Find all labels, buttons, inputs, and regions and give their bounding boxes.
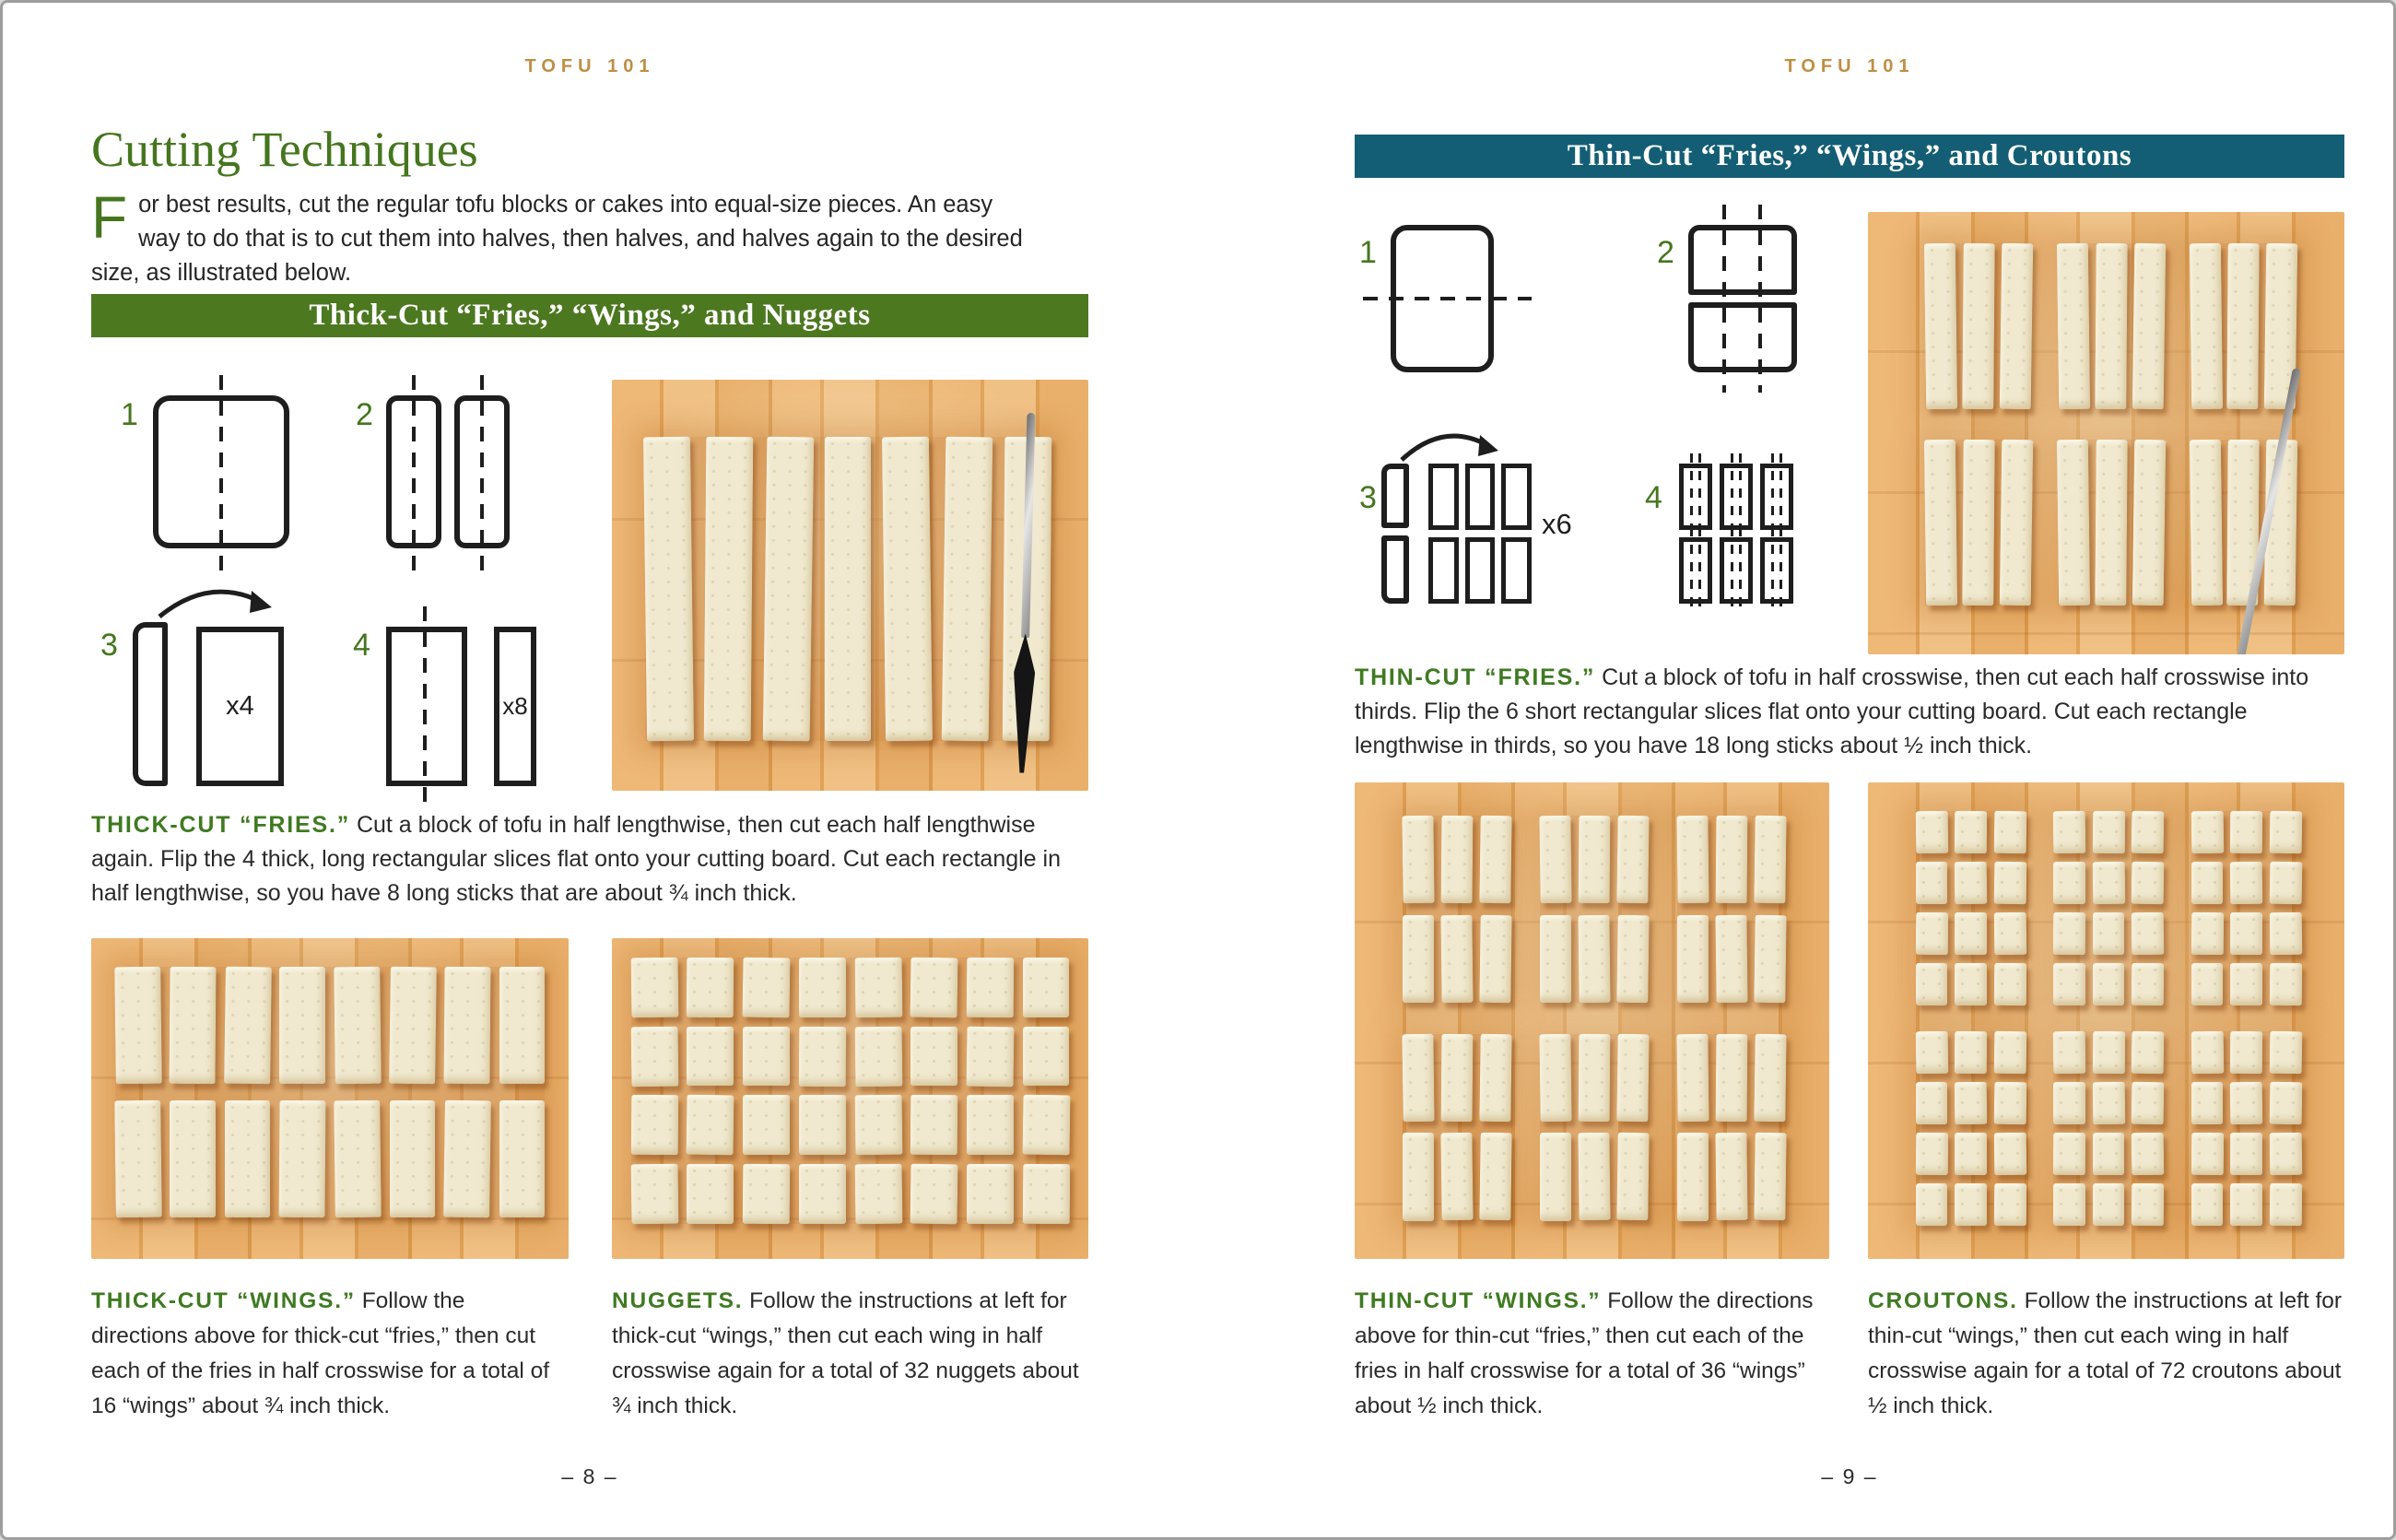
- tofu-piece: [2093, 1082, 2125, 1124]
- tofu-piece: [2053, 1133, 2085, 1175]
- tofu-piece: [2093, 963, 2125, 1005]
- caption-text: Cut a block of tofu in half lengthwise, then cut each half lengthwise again. Flip the 4 thick, long rectangular slices flat onto your cutting board. Cut each rectangle in half lengthwise, so you have 8 long sticks that are about ¾ inch thick.: [91, 812, 1061, 906]
- caption-nuggets: [612, 1284, 1088, 1424]
- tofu-piece: [743, 958, 791, 1017]
- tofu-piece: [2093, 1183, 2125, 1226]
- tofu-piece: [1677, 1133, 1709, 1220]
- tofu-piece: [1480, 816, 1513, 904]
- tofu-piece: [1403, 1133, 1434, 1220]
- intro-text: or best results, cut the regular tofu blocks or cakes into equal-size pieces. An easy way to do that is to cut them into halves, then halves, and halves again to the desired size, as illustrated below.: [91, 192, 1023, 286]
- slice-cell: [1720, 537, 1753, 604]
- step-number-4: 4: [1645, 480, 1662, 515]
- tofu-piece: [1480, 914, 1513, 1003]
- knife-handle: [1011, 633, 1036, 773]
- tofu-piece: [1915, 811, 1947, 853]
- tofu-piece: [967, 1095, 1014, 1155]
- tofu-piece: [2132, 440, 2165, 605]
- tofu-piece: [2093, 811, 2125, 853]
- page-title: Cutting Techniques: [91, 122, 478, 177]
- photo-thick-cut-wings: [91, 938, 569, 1259]
- tofu-piece: [704, 437, 753, 741]
- slice-cell: [1720, 464, 1753, 530]
- tofu-piece: [2191, 912, 2224, 955]
- caption-thick-wings: [91, 1284, 557, 1424]
- tofu-piece: [1916, 1082, 1948, 1124]
- tofu-piece: [1617, 1133, 1650, 1221]
- photo-nuggets: [612, 938, 1088, 1259]
- tofu-piece: [630, 1026, 677, 1086]
- slice-cell: [1760, 537, 1793, 604]
- step-number-2: 2: [1657, 235, 1674, 270]
- tofu-piece: [224, 967, 271, 1084]
- tofu-piece: [279, 1100, 326, 1217]
- tofu-piece: [2191, 811, 2224, 853]
- tofu-piece: [2132, 1031, 2164, 1074]
- step-number-4: 4: [353, 628, 370, 663]
- tofu-piece: [966, 1026, 1014, 1086]
- caption-text: Follow the directions above for thick-cut “fries,” then cut each of the fries in half crosswise for a total of 16 “wings” about ¾ inch thick.: [91, 1288, 550, 1418]
- multiplier-x4: x4: [226, 691, 254, 721]
- tofu-group: [1925, 243, 2032, 409]
- step-number-3: 3: [100, 628, 118, 663]
- tofu-piece: [799, 958, 846, 1017]
- tofu-piece: [882, 437, 933, 742]
- tofu-piece: [762, 437, 813, 742]
- caption-text: Follow the instructions at left for thin-cut “wings,” then cut each wing in half crosswise again for a total of 72 croutons about ½ inch thick.: [1868, 1288, 2343, 1418]
- tofu-piece: [2230, 963, 2262, 1005]
- tofu-piece: [1716, 1034, 1748, 1123]
- tofu-piece: [2057, 242, 2090, 408]
- tofu-piece: [2270, 1183, 2302, 1226]
- step-number-2: 2: [356, 397, 373, 432]
- tofu-piece: [2191, 1133, 2224, 1175]
- section-banner-thick-cut: Thick-Cut “Fries,” “Wings,” and Nuggets: [91, 294, 1088, 337]
- tofu-piece: [1955, 963, 1987, 1005]
- six-slices-grid: [1428, 464, 1532, 604]
- tofu-piece: [687, 1027, 734, 1087]
- dashed-cut-line: [423, 606, 427, 807]
- caption-label: THICK-CUT “WINGS.”: [91, 1288, 356, 1313]
- slice-cell: [1679, 537, 1712, 604]
- tofu-piece: [2230, 862, 2262, 904]
- tofu-piece: [1022, 1095, 1070, 1155]
- tofu-piece: [2093, 862, 2125, 904]
- tofu-piece: [1403, 915, 1434, 1003]
- tofu-group: [2058, 440, 2165, 605]
- tofu-piece: [443, 1100, 490, 1217]
- flat-slab-outline: [196, 627, 284, 786]
- tofu-piece: [2270, 963, 2302, 1005]
- tofu-group: [1677, 1034, 1787, 1221]
- tofu-piece: [1715, 1133, 1748, 1221]
- dashed-cut-line: [1363, 297, 1532, 300]
- tofu-piece: [2000, 440, 2033, 605]
- dashed-sticks-grid: [1679, 464, 1793, 604]
- tofu-piece: [1676, 1034, 1709, 1123]
- flip-arrow-icon: [152, 583, 281, 622]
- tofu-piece: [444, 967, 491, 1084]
- tofu-piece: [630, 1095, 677, 1155]
- tofu-piece: [1955, 811, 1987, 853]
- tofu-piece: [2270, 811, 2302, 853]
- tofu-pieces: [631, 958, 1070, 1224]
- dashed-cut-line: [219, 375, 223, 570]
- tofu-piece: [334, 1100, 381, 1217]
- tofu-piece: [687, 1095, 734, 1155]
- caption-label: THICK-CUT “FRIES.”: [91, 812, 350, 838]
- tofu-piece: [1962, 440, 1994, 605]
- tofu-piece: [1955, 1031, 1987, 1074]
- tofu-piece: [2191, 1082, 2224, 1124]
- tofu-piece: [2093, 1031, 2125, 1074]
- caption-label: CROUTONS.: [1868, 1288, 2018, 1313]
- tofu-piece: [334, 967, 381, 1084]
- tofu-piece: [854, 1095, 901, 1155]
- tofu-piece: [1677, 915, 1709, 1003]
- dashed-cut-line: [412, 375, 416, 570]
- tofu-piece: [2053, 1082, 2085, 1124]
- caption-text: Follow the instructions at left for thick-cut “wings,” then cut each wing in half crosswise again for a total of 32 nuggets about ¾ inch thick.: [612, 1288, 1079, 1418]
- tofu-piece: [799, 1095, 846, 1155]
- caption-label: THIN-CUT “FRIES.”: [1355, 664, 1596, 690]
- intro-paragraph: [91, 184, 1040, 290]
- tofu-piece: [643, 437, 694, 742]
- tofu-piece: [967, 958, 1014, 1017]
- tofu-piece: [967, 1164, 1014, 1224]
- tofu-piece: [2270, 1082, 2302, 1124]
- tofu-piece: [1617, 1034, 1650, 1123]
- running-head: TOFU 101: [1784, 56, 1915, 76]
- tofu-piece: [942, 437, 992, 742]
- tofu-piece: [1715, 914, 1748, 1003]
- multiplier-x6: x6: [1542, 508, 1572, 540]
- tofu-piece: [1578, 914, 1611, 1003]
- tofu-piece: [854, 1026, 901, 1086]
- dropcap: F: [91, 184, 128, 251]
- slab-outline: [386, 627, 467, 786]
- tofu-piece: [1440, 1133, 1474, 1221]
- slice-cell: [1428, 537, 1459, 604]
- tofu-piece: [2191, 1183, 2224, 1226]
- tofu-piece: [2000, 242, 2033, 408]
- tofu-piece: [2270, 1031, 2302, 1074]
- tofu-half-outline: [1688, 302, 1797, 372]
- tofu-piece: [2230, 912, 2262, 955]
- tofu-piece: [2227, 242, 2260, 408]
- tofu-piece: [2132, 1082, 2164, 1124]
- caption-text: Follow the directions above for thin-cut “fries,” then cut each of the fries in half crosswise for a total of 36 “wings” about ½ inch thick.: [1355, 1288, 1814, 1418]
- slice-cell: [1465, 464, 1496, 530]
- tofu-piece: [1755, 1133, 1788, 1221]
- tofu-piece: [2053, 811, 2085, 853]
- tofu-piece: [687, 958, 734, 1017]
- slice-cell: [1501, 464, 1532, 530]
- photo-thin-cut-fries: [1868, 212, 2344, 654]
- tofu-group: [2053, 1031, 2164, 1226]
- tofu-group: [631, 958, 1070, 1224]
- tofu-piece: [114, 967, 161, 1084]
- tofu-piece: [1440, 914, 1474, 1003]
- tofu-piece: [1962, 242, 1994, 408]
- tofu-piece: [389, 967, 436, 1084]
- tofu-piece: [1924, 440, 1957, 605]
- tofu-piece: [2053, 1031, 2085, 1074]
- tofu-piece: [2230, 1133, 2262, 1175]
- dashed-cut-line: [1690, 527, 1693, 614]
- tofu-slice-outline: [1381, 535, 1409, 604]
- tofu-piece: [1402, 816, 1435, 904]
- tofu-piece: [630, 958, 677, 1017]
- tofu-pieces: [1403, 816, 1787, 1220]
- tofu-piece: [2189, 440, 2222, 605]
- tofu-piece: [1915, 1031, 1947, 1074]
- photo-thick-cut-fries: [612, 380, 1088, 791]
- tofu-group: [115, 967, 545, 1217]
- caption-text: Cut a block of tofu in half crosswise, then cut each half crosswise into thirds. Flip the 6 short rectangular slices flat onto your cutting board. Cut each rectangle lengthwise in thirds, so you have 18 long sticks about ½ inch thick.: [1355, 664, 2309, 758]
- tofu-piece: [2132, 811, 2164, 853]
- tofu-piece: [799, 1164, 846, 1224]
- section-banner-thin-cut: Thin-Cut “Fries,” “Wings,” and Croutons: [1355, 135, 2344, 178]
- tofu-group: [1403, 816, 1512, 1003]
- tofu-piece: [1539, 1034, 1572, 1123]
- caption-thin-fries: [1355, 661, 2350, 763]
- tofu-group: [2191, 1031, 2302, 1226]
- tofu-piece: [1540, 1133, 1571, 1220]
- photo-croutons: [1868, 782, 2344, 1259]
- tofu-piece: [390, 1100, 436, 1217]
- tofu-piece: [2270, 862, 2302, 904]
- tofu-piece: [1022, 1164, 1069, 1224]
- tofu-piece: [1994, 963, 2026, 1005]
- tofu-piece: [2053, 862, 2085, 904]
- tofu-piece: [1916, 1183, 1948, 1226]
- tofu-slice-outline: [1381, 464, 1409, 528]
- tofu-piece: [1916, 963, 1948, 1005]
- tofu-piece: [1440, 1034, 1473, 1123]
- tofu-piece: [2189, 242, 2222, 408]
- tofu-piece: [2053, 912, 2085, 955]
- step-number-1: 1: [121, 397, 138, 432]
- tofu-piece: [114, 1100, 161, 1217]
- dashed-cut-line: [1758, 205, 1762, 393]
- tofu-piece: [743, 1027, 790, 1087]
- caption-thin-wings: [1355, 1284, 1820, 1424]
- tofu-piece: [1955, 1183, 1987, 1226]
- tofu-piece: [1402, 1034, 1435, 1123]
- tofu-group: [2053, 811, 2164, 1005]
- tofu-piece: [2095, 242, 2127, 408]
- slice-cell: [1501, 537, 1532, 604]
- tofu-piece: [499, 967, 546, 1084]
- tofu-piece: [1023, 1027, 1070, 1087]
- page-number: – 8 –: [561, 1464, 618, 1488]
- tofu-piece: [1993, 1031, 2026, 1074]
- flip-arrow-icon: [1395, 429, 1506, 465]
- stick-outline: [494, 627, 536, 786]
- tofu-piece: [2270, 912, 2302, 955]
- tofu-piece: [854, 958, 901, 1017]
- tofu-piece: [2230, 1082, 2262, 1124]
- tofu-piece: [1023, 958, 1070, 1017]
- tofu-piece: [1440, 816, 1473, 904]
- diagram-thin-cut-steps: [1355, 215, 1852, 657]
- tofu-piece: [1578, 1133, 1611, 1221]
- tofu-piece: [2230, 1183, 2262, 1226]
- tofu-piece: [2132, 963, 2164, 1005]
- dashed-cut-line: [1722, 205, 1726, 393]
- tofu-piece: [2132, 242, 2165, 408]
- tofu-piece: [170, 1100, 216, 1217]
- tofu-piece: [854, 1164, 901, 1224]
- tofu-piece: [2132, 862, 2164, 904]
- tofu-piece: [2132, 912, 2164, 955]
- dashed-cut-line: [1771, 527, 1774, 614]
- page-right: [1201, 3, 2396, 1540]
- tofu-piece: [279, 967, 325, 1084]
- tofu-piece: [1955, 862, 1987, 904]
- tofu-group: [645, 437, 1050, 741]
- tofu-group: [1925, 440, 2032, 605]
- dashed-cut-line: [1698, 527, 1701, 614]
- tofu-piece: [1540, 915, 1571, 1003]
- tofu-piece: [2093, 912, 2125, 955]
- tofu-piece: [1480, 1034, 1513, 1123]
- tofu-piece: [2132, 1183, 2164, 1226]
- tofu-group: [1540, 1034, 1650, 1221]
- tofu-piece: [1755, 1034, 1788, 1123]
- tofu-piece: [1716, 816, 1748, 904]
- tofu-piece: [910, 958, 958, 1017]
- slice-cell: [1760, 464, 1793, 530]
- multiplier-x8: x8: [502, 692, 528, 720]
- tofu-piece: [1480, 1133, 1513, 1221]
- page-number: – 9 –: [1821, 1464, 1878, 1488]
- tofu-piece: [1579, 1034, 1611, 1123]
- tofu-piece: [1617, 816, 1650, 904]
- tofu-piece: [2191, 963, 2224, 1005]
- tofu-group: [1916, 1031, 2026, 1226]
- tofu-piece: [1617, 914, 1650, 1003]
- tofu-half-outline: [1688, 225, 1797, 295]
- tofu-pieces: [1916, 811, 2302, 1226]
- tofu-piece: [743, 1164, 790, 1224]
- tofu-piece: [825, 437, 872, 741]
- knife-blade: [1021, 413, 1035, 638]
- tofu-piece: [799, 1026, 846, 1086]
- tofu-piece: [2053, 963, 2085, 1005]
- tofu-piece: [170, 967, 217, 1084]
- tofu-piece: [2053, 1183, 2085, 1226]
- tofu-group: [1403, 1034, 1512, 1221]
- tofu-piece: [1993, 811, 2026, 853]
- tofu-slice-outline: [133, 622, 168, 786]
- tofu-piece: [1916, 862, 1948, 904]
- slice-cell: [1428, 464, 1459, 530]
- tofu-piece: [2191, 1031, 2224, 1074]
- tofu-piece: [499, 1100, 546, 1217]
- running-head: TOFU 101: [524, 56, 655, 76]
- tofu-piece: [1916, 1133, 1948, 1175]
- tofu-group: [1540, 816, 1650, 1003]
- caption-croutons: [1868, 1284, 2344, 1424]
- tofu-piece: [1955, 912, 1987, 955]
- tofu-piece: [2057, 440, 2090, 605]
- tofu-piece: [2230, 811, 2262, 853]
- tofu-piece: [910, 1164, 958, 1224]
- tofu-piece: [2270, 1133, 2302, 1175]
- tofu-pieces: [1925, 243, 2296, 606]
- tofu-piece: [2132, 1133, 2164, 1175]
- tofu-pieces: [645, 437, 1050, 741]
- tofu-piece: [1755, 816, 1788, 904]
- tofu-piece: [1993, 862, 2026, 904]
- tofu-piece: [1993, 912, 2026, 955]
- tofu-piece: [1916, 912, 1948, 955]
- photo-thin-cut-wings: [1355, 782, 1829, 1259]
- tofu-piece: [2191, 862, 2224, 904]
- tofu-group: [2191, 811, 2302, 1005]
- dashed-cut-line: [1739, 527, 1742, 614]
- tofu-piece: [2095, 440, 2127, 605]
- page-left: [3, 3, 1201, 1540]
- diagram-thick-cut-steps: [91, 371, 612, 814]
- tofu-piece: [910, 1027, 957, 1087]
- tofu-piece: [687, 1164, 734, 1224]
- tofu-pieces: [115, 967, 545, 1217]
- slice-cell: [1465, 537, 1496, 604]
- tofu-piece: [2230, 1031, 2262, 1074]
- tofu-piece: [1755, 914, 1788, 1003]
- step-number-1: 1: [1359, 235, 1377, 270]
- tofu-piece: [1993, 1082, 2026, 1124]
- tofu-piece: [630, 1164, 677, 1224]
- tofu-piece: [910, 1095, 957, 1155]
- caption-label: NUGGETS.: [612, 1288, 744, 1313]
- caption-thick-fries: [91, 808, 1085, 911]
- tofu-piece: [743, 1095, 790, 1155]
- caption-label: THIN-CUT “WINGS.”: [1355, 1288, 1602, 1313]
- tofu-piece: [1955, 1082, 1987, 1124]
- tofu-piece: [1993, 1133, 2026, 1175]
- tofu-group: [1916, 811, 2026, 1005]
- dashed-cut-line: [1731, 527, 1733, 614]
- tofu-piece: [1955, 1133, 1987, 1175]
- tofu-piece: [1994, 1183, 2026, 1226]
- tofu-group: [1677, 816, 1787, 1003]
- tofu-piece: [1579, 816, 1611, 904]
- tofu-piece: [1924, 242, 1957, 408]
- slice-cell: [1679, 464, 1712, 530]
- tofu-group: [2058, 243, 2165, 409]
- tofu-piece: [2093, 1133, 2125, 1175]
- tofu-piece: [1676, 816, 1709, 904]
- tofu-piece: [1539, 816, 1572, 904]
- step-number-3: 3: [1359, 480, 1377, 515]
- dashed-cut-line: [1779, 527, 1782, 614]
- tofu-piece: [225, 1100, 271, 1217]
- dashed-cut-line: [480, 375, 484, 570]
